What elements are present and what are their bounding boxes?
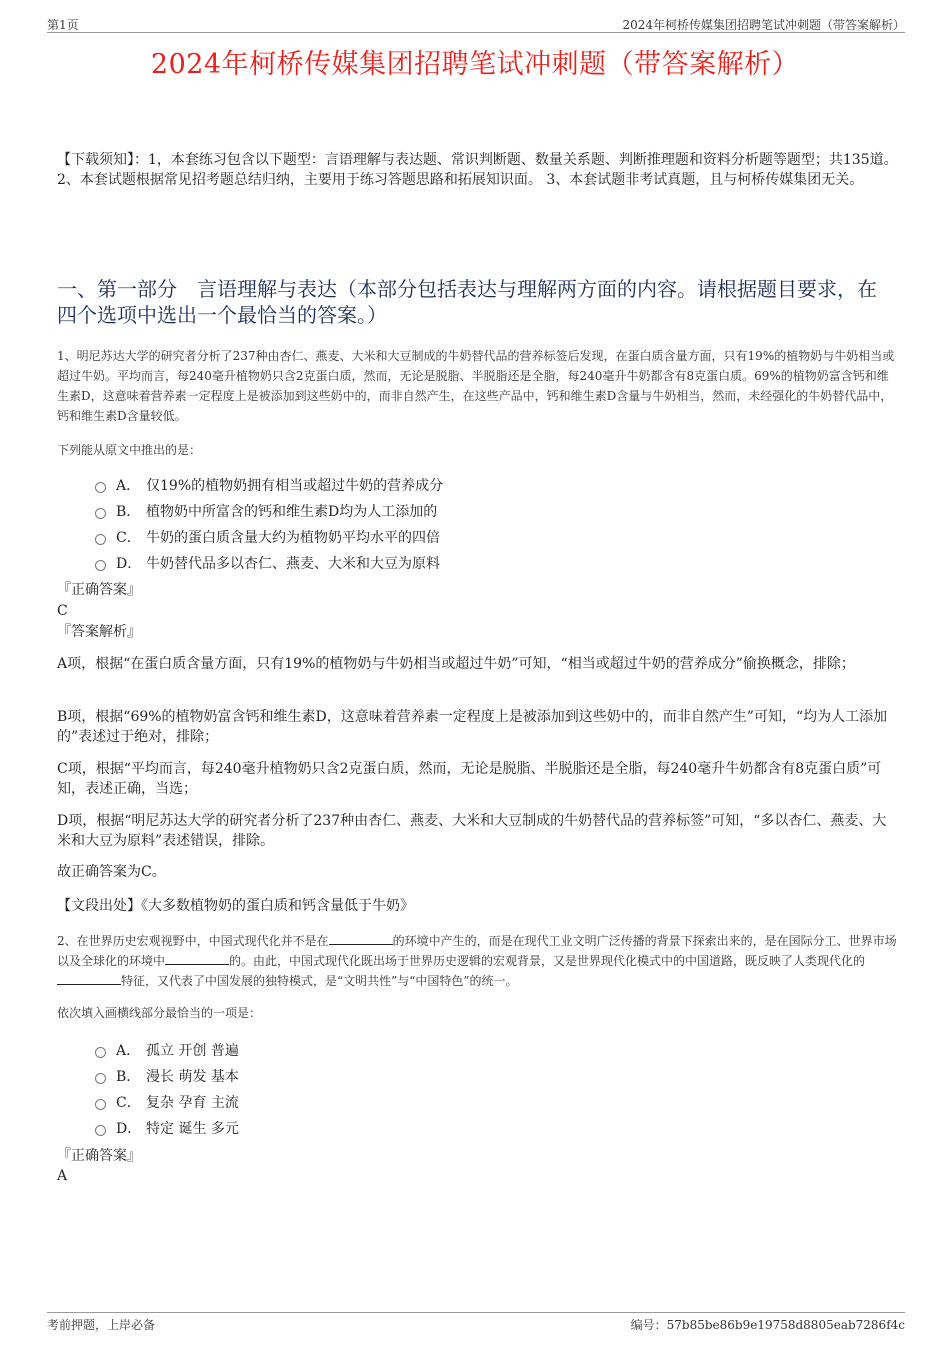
page-number: 第1页: [47, 18, 79, 32]
radio-icon[interactable]: [95, 1047, 106, 1058]
q2-stem-part: 2、在世界历史宏观视野中，中国式现代化并不是在: [57, 934, 329, 948]
q2-answer: A: [57, 1168, 68, 1184]
option-key: C．: [116, 530, 141, 546]
q2-answer-label: 『正确答案』: [57, 1148, 141, 1164]
option-key: A．: [116, 1043, 141, 1059]
option-text: 孤立 开创 普遍: [146, 1043, 239, 1059]
q2-stem-part: 特征，又代表了中国发展的独特模式，是“文明共性”与“中国特色”的统一。: [121, 974, 518, 988]
option-text: 植物奶中所富含的钙和维生素D均为人工添加的: [146, 504, 438, 520]
q2-stem-part: 的。由此，中国式现代化既出场于世界历史逻辑的宏观背景，又是世界现代化模式中的中国道路，既反映了人类现代化的: [229, 954, 866, 968]
q2-option-d[interactable]: [95, 1119, 239, 1139]
option-key: B．: [116, 1069, 141, 1085]
q1-option-d[interactable]: [95, 554, 440, 574]
blank-line: [165, 952, 229, 965]
option-text: 仅19%的植物奶拥有相当或超过牛奶的营养成分: [146, 478, 444, 494]
download-notice: 【下载须知】：1，本套练习包含以下题型：言语理解与表达题、常识判断题、数量关系题、判断推理题和资料分析题等题型；共135道。 2、本套试题根据常见招考题总结归纳，主要用于练习答题思路和拓展知识面。 3、本套试题非考试真题，且与柯桥传媒集团无关。: [57, 152, 898, 188]
page-footer: [47, 1312, 905, 1333]
radio-icon[interactable]: [95, 560, 106, 571]
q1-prompt: 下列能从原文中推出的是：: [57, 443, 202, 457]
radio-icon[interactable]: [95, 508, 106, 519]
q1-source: 【文段出处】《大多数植物奶的蛋白质和钙含量低于牛奶》: [57, 898, 414, 914]
option-text: 漫长 萌发 基本: [146, 1069, 239, 1085]
q2-option-b[interactable]: [95, 1067, 239, 1087]
blank-line: [57, 972, 121, 985]
q1-stem: 1、明尼苏达大学的研究者分析了237种由杏仁、燕麦、大米和大豆制成的牛奶替代品的营养标签后发现，在蛋白质含量方面，只有19%的植物奶与牛奶相当或超过牛奶。平均而言，每240毫升植物奶只含2克蛋白质，然而，无论是脱脂、半脱脂还是全脂，每240毫升牛奶都含有8克蛋白质。69%的植物奶富含钙和维生素D，这意味着营养素一定程度上是被添加到这些奶中的，而非自然产生，在这些产品中，钙和维生素D含量与牛奶相当，然而，未经强化的牛奶替代品中，钙和维生素D含量较低。: [57, 349, 895, 423]
radio-icon[interactable]: [95, 534, 106, 545]
q1-option-b[interactable]: [95, 502, 437, 522]
option-text: 复杂 孕育 主流: [146, 1095, 239, 1111]
q1-analysis-a: A项，根据“在蛋白质含量方面，只有19%的植物奶与牛奶相当或超过牛奶”可知，“相当或超过牛奶的营养成分”偷换概念，排除；: [57, 656, 855, 672]
q2-prompt: 依次填入画横线部分最恰当的一项是：: [57, 1006, 262, 1020]
footer-doc-id: 编号：57b85be86b9e19758d8805eab7286f4c: [630, 1318, 905, 1332]
q1-analysis-c: C项，根据“平均而言，每240毫升植物奶只含2克蛋白质，然而，无论是脱脂、半脱脂还是全脂，每240毫升牛奶都含有8克蛋白质”可知，表述正确，当选；: [57, 761, 882, 797]
q1-answer: C: [57, 603, 68, 619]
option-key: A．: [116, 478, 141, 494]
option-text: 特定 诞生 多元: [146, 1121, 239, 1137]
section-heading: 一、第一部分 言语理解与表达（本部分包括表达与理解两方面的内容。请根据题目要求，在四个选项中选出一个最恰当的答案。）: [57, 277, 877, 327]
blank-line: [329, 932, 393, 945]
radio-icon[interactable]: [95, 1073, 106, 1084]
q2-option-c[interactable]: [95, 1093, 239, 1113]
option-key: C．: [116, 1095, 141, 1111]
option-key: D．: [116, 1121, 142, 1137]
q1-analysis-label: 『答案解析』: [57, 624, 141, 640]
q2-stem-part: 的环境中产生的，而是在现代工业文明广泛传播的背景下探索出来的，是在国际分工、世界市场以及全球化的环境中: [57, 934, 897, 968]
radio-icon[interactable]: [95, 1125, 106, 1136]
q1-answer-label: 『正确答案』: [57, 582, 141, 598]
q2-stem: [57, 931, 898, 991]
option-key: B．: [116, 504, 141, 520]
q2-option-a[interactable]: [95, 1041, 239, 1061]
q1-analysis-b: B项，根据“69%的植物奶富含钙和维生素D，这意味着营养素一定程度上是被添加到这些奶中的，而非自然产生”可知，“均为人工添加的”表述过于绝对，排除；: [57, 709, 888, 745]
footer-slogan: 考前押题，上岸必备: [47, 1318, 156, 1332]
header-doc-title: 2024年柯桥传媒集团招聘笔试冲刺题（带答案解析）: [622, 18, 905, 32]
q1-analysis-d: D项，根据“明尼苏达大学的研究者分析了237种由杏仁、燕麦、大米和大豆制成的牛奶替代品的营养标签”可知，“多以杏仁、燕麦、大米和大豆为原料”表述错误，排除。: [57, 813, 887, 849]
q1-option-a[interactable]: [95, 476, 443, 496]
option-text: 牛奶替代品多以杏仁、燕麦、大米和大豆为原料: [146, 556, 440, 572]
q1-option-c[interactable]: [95, 528, 440, 548]
q1-conclusion: 故正确答案为C。: [57, 864, 166, 880]
page-header: [47, 14, 905, 33]
option-key: D．: [116, 556, 142, 572]
option-text: 牛奶的蛋白质含量大约为植物奶平均水平的四倍: [146, 530, 440, 546]
radio-icon[interactable]: [95, 1099, 106, 1110]
document-title: 2024年柯桥传媒集团招聘笔试冲刺题（带答案解析）: [150, 49, 800, 80]
radio-icon[interactable]: [95, 482, 106, 493]
